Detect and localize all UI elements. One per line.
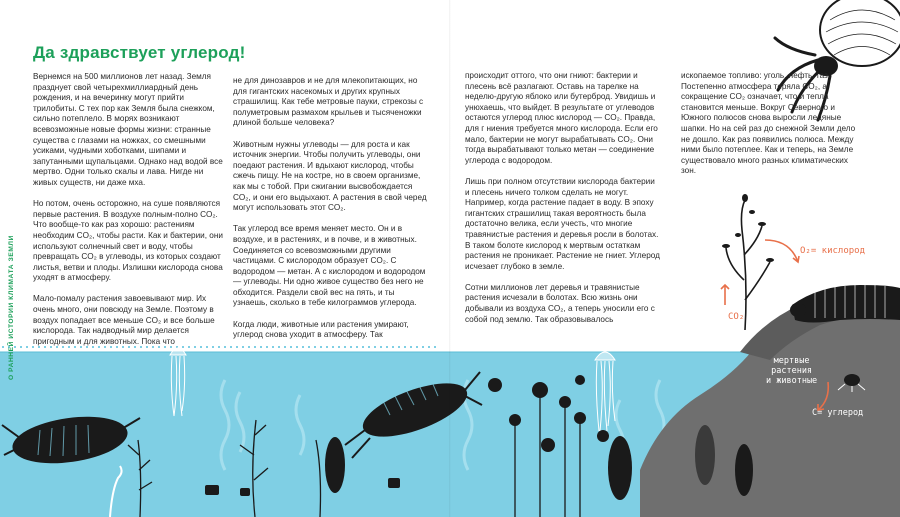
paragraph: Так углерод все время меняет место. Он и в воздухе, и в растениях, и в почве, и в животных. Соединяется со всевозможными другими частицами. С кислородом образует CO₂. С водородом — метан. А с кислородом и водородом — углеводы. Ни одно живое существо без него не обходится. Раздели свой вес на пять, и ты узнаешь, сколько в тебе килограммов углерода. [233,224,426,308]
paragraph: Животным нужны углеводы — для роста и как источник энергии. Чтобы получить углеводы, они поедают растения. И вдыхают кислород, чтобы сжечь пищу. Не на костре, но в своем организме, как мы с тобой. При сжигании высвобождается CO₂, и они его выдыхают. А растения в свой черед могут использовать этот CO₂. [233,139,427,213]
paragraph: ископаемое топливо: уголь, нефть, газ. Постепенно атмосфера теряла CO₂, а сокращение CO₂ означает, что и тепла становится меньше. Вокруг Северного и Южного полюсов снова выросли ледяные шапки. Но на сей раз до снежной Земли дело не дошло. Как раз появились полюса. Между ними было потеплее. Как и теперь, на Земле существовало много разных климатических зон. [681,71,856,176]
carbon-label: C= углерод [812,408,864,418]
paragraph: Вернемся на 500 миллионов лет назад. Земля празднует свой четырехмиллиардный день рождения, и на вечеринку могут прийти трилобиты. С тех пор как Земля была снежком, сильно потеплело. В морях возникают всевозможные новые формы жизни: странные существа с глазами на ножках, со смешными усиками, чудными хоботками, шипами и запутанными щупальцами. Однако над водой все мертво. Одни только скалы и лава. Нигде ни живых существ, ни даже мха. [33,72,223,187]
text-column-2 [233,76,431,351]
spread-gutter [449,0,451,517]
co2-label: CO₂ [728,312,745,322]
chapter-side-label: О РАННЕЙ ИСТОРИИ КЛИМАТА ЗЕМЛИ [8,235,15,380]
dead-organisms-label: мертвые растения и животные [766,356,818,386]
land-plant [722,194,774,330]
paragraph: Сотни миллионов лет деревья и травянистые растения исчезали в болотах. Всю жизнь они добывали из воздуха CO₂, а теперь уносили его с собой под землю. Так образовывалось [465,282,655,324]
text-column-4 [681,71,865,188]
text-column-3 [465,71,661,336]
paragraph: Лишь при полном отсутствии кислорода бактерии и плесень ничего толком сделать не могут. Например, когда растение падает в воду. В эпоху гигантских страшилищ такая вероятность была достаточно велика, если учесть, что многие травянистые растения и деревья росли в болотах. В таком болоте кислород к мертвым остаткам растения не проникает. Растение не гниет. Углерод исчезает глубоко в земле. [465,176,660,271]
paragraph: Когда люди, животные или растения умирают, углерод снова уходит в атмосферу. Так [233,319,409,340]
oxygen-label: O₂= кислород [800,246,866,256]
paragraph: происходит оттого, что они гниют: бактерии и плесень всё разлагают. Оставь на тарелке на неделю-другую яблоко или бутерброд. Увидишь и унюхаешь, что выйдет. В результате от углеводов остаются углерод плюс кислород — CO₂. Правда, для г ниения требуется много кислорода. Если его мало, бактерии не могут вырабатывать CO₂. Они тогда вырабатывают только метан — соединение углерода с водородом. [465,71,658,165]
paragraph: Но потом, очень осторожно, на суше появляются первые растения. В воздухе полным-полно CO₂. Что вообще-то как раз хорошо: растениям необходим CO₂, чтобы расти. Как и бактерии, они используют солнечный свет и воду, чтобы превращать CO₂ в углеводы, из которых создают листья, ветви и плоды. Излишки кислорода снова уходят в атмосферу. [33,199,223,283]
page-title: Да здравствует углерод! [33,43,246,62]
millipede [790,285,900,323]
paragraph: Мало-помалу растения завоевывают мир. Их очень много, они повсюду на Земле. Поэтому в воздух попадает все меньше CO₂ и все больше кислорода. Так надводный мир делается пригодным и для животных. Пока что [33,294,215,346]
paragraph: не для динозавров и не для млекопитающих, но для гигантских насекомых и других крупных страшилищ. Как тебе метровые пауки, стрекозы с полуметровым размахом крыльев и тысяченожки длиной больше человека? [233,76,424,128]
text-column-1 [33,72,229,358]
